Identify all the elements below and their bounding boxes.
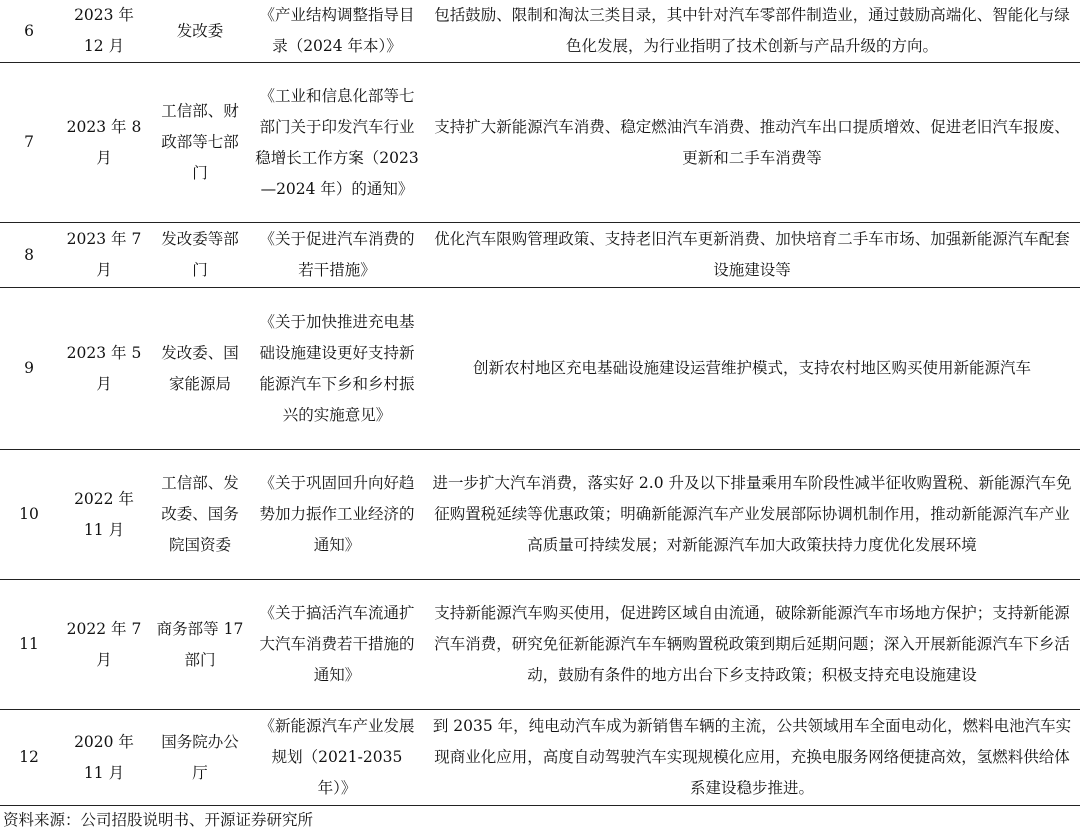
source-note: 资料来源：公司招股说明书、开源证券研究所 bbox=[3, 811, 314, 829]
table-row bbox=[0, 288, 1080, 450]
row-content: 包括鼓励、限制和淘汰三类目录，其中针对汽车零部件制造业，通过鼓励高端化、智能化与绿色化发展，为行业指明了技术创新与产品升级的方向。 bbox=[424, 0, 1080, 63]
row-department: 发改委、国家能源局 bbox=[150, 288, 250, 450]
row-date: 2023 年 12 月 bbox=[58, 0, 150, 63]
row-date: 2023 年 7 月 bbox=[58, 223, 150, 288]
row-content: 进一步扩大汽车消费，落实好 2.0 升及以下排量乘用车阶段性减半征收购置税、新能源汽车免征购置税延续等优惠政策；明确新能源汽车产业发展部际协调机制作用，推动新能源汽车产业高质量可持续发展；对新能源汽车加大政策扶持力度优化发展环境 bbox=[424, 450, 1080, 580]
table-row bbox=[0, 580, 1080, 710]
row-document: 《关于巩固回升向好趋势加力振作工业经济的通知》 bbox=[250, 450, 424, 580]
table-row bbox=[0, 450, 1080, 580]
row-document: 《工业和信息化部等七部门关于印发汽车行业稳增长工作方案（2023—2024 年）的通知》 bbox=[250, 63, 424, 223]
row-date: 2020 年 11 月 bbox=[58, 710, 150, 806]
row-content: 支持新能源汽车购买使用，促进跨区域自由流通，破除新能源汽车市场地方保护；支持新能源汽车消费，研究免征新能源汽车车辆购置税政策到期后延期问题；深入开展新能源汽车下乡活动，鼓励有条件的地方出台下乡支持政策；积极支持充电设施建设 bbox=[424, 580, 1080, 710]
row-date: 2023 年 5 月 bbox=[58, 288, 150, 450]
row-department: 发改委等部门 bbox=[150, 223, 250, 288]
row-date: 2022 年 11 月 bbox=[58, 450, 150, 580]
row-document: 《产业结构调整指导目录（2024 年本）》 bbox=[250, 0, 424, 63]
row-department: 发改委 bbox=[150, 0, 250, 63]
row-content: 到 2035 年，纯电动汽车成为新销售车辆的主流，公共领域用车全面电动化，燃料电池汽车实现商业化应用，高度自动驾驶汽车实现规模化应用，充换电服务网络便捷高效，氢燃料供给体系建设稳步推进。 bbox=[424, 710, 1080, 806]
table-row bbox=[0, 0, 1080, 63]
row-content: 支持扩大新能源汽车消费、稳定燃油汽车消费、推动汽车出口提质增效、促进老旧汽车报废、更新和二手车消费等 bbox=[424, 63, 1080, 223]
row-number: 7 bbox=[0, 63, 58, 223]
table-row bbox=[0, 63, 1080, 223]
row-number: 11 bbox=[0, 580, 58, 710]
row-date: 2023 年 8 月 bbox=[58, 63, 150, 223]
row-number: 9 bbox=[0, 288, 58, 450]
row-document: 《关于加快推进充电基础设施建设更好支持新能源汽车下乡和乡村振兴的实施意见》 bbox=[250, 288, 424, 450]
table-row bbox=[0, 710, 1080, 806]
row-number: 8 bbox=[0, 223, 58, 288]
row-department: 工信部、发改委、国务院国资委 bbox=[150, 450, 250, 580]
row-document: 《新能源汽车产业发展规划（2021-2035 年）》 bbox=[250, 710, 424, 806]
row-date: 2022 年 7 月 bbox=[58, 580, 150, 710]
row-department: 国务院办公厅 bbox=[150, 710, 250, 806]
row-number: 10 bbox=[0, 450, 58, 580]
row-department: 商务部等 17 部门 bbox=[150, 580, 250, 710]
row-document: 《关于搞活汽车流通扩大汽车消费若干措施的通知》 bbox=[250, 580, 424, 710]
row-content: 创新农村地区充电基础设施建设运营维护模式，支持农村地区购买使用新能源汽车 bbox=[424, 288, 1080, 450]
row-number: 6 bbox=[0, 0, 58, 63]
row-number: 12 bbox=[0, 710, 58, 806]
row-department: 工信部、财政部等七部门 bbox=[150, 63, 250, 223]
row-content: 优化汽车限购管理政策、支持老旧汽车更新消费、加快培育二手车市场、加强新能源汽车配套设施建设等 bbox=[424, 223, 1080, 288]
table-row bbox=[0, 223, 1080, 288]
row-document: 《关于促进汽车消费的若干措施》 bbox=[250, 223, 424, 288]
